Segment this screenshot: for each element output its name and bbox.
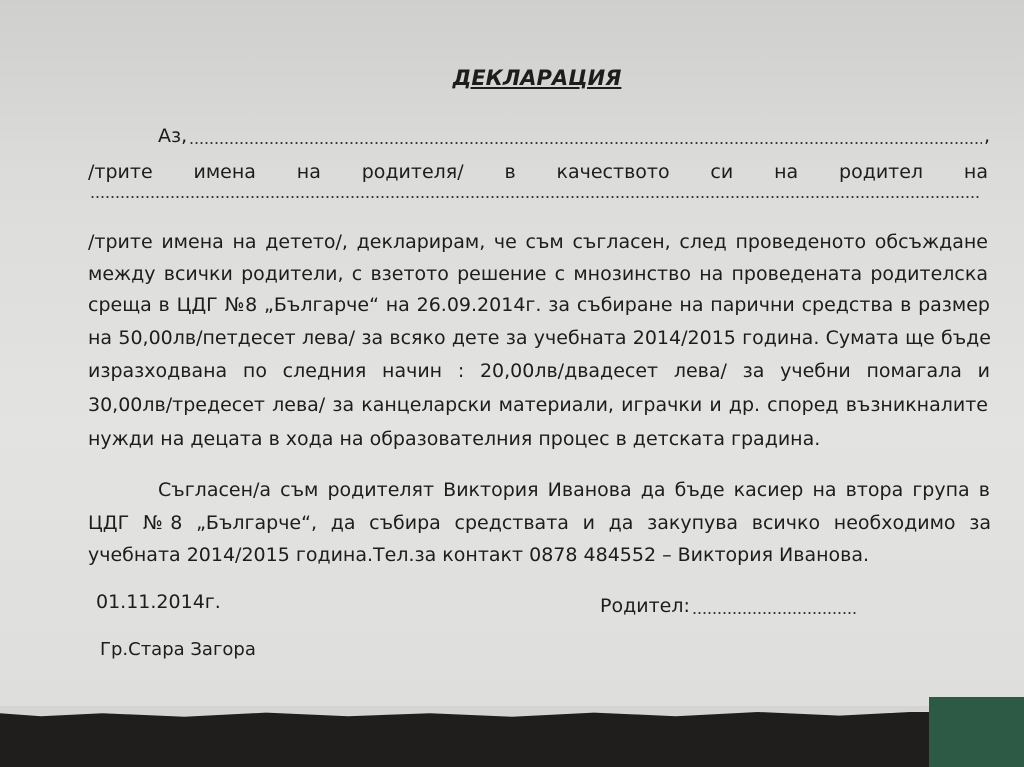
background-surface	[929, 697, 1024, 767]
signature-label: Родител:	[600, 595, 690, 617]
child-name-line	[88, 196, 983, 202]
az-label: Аз,	[158, 125, 188, 147]
text-line-9: 30,00лв/тредесет лева/ за канцеларски материали, играчки и др. според възникналите	[88, 394, 988, 416]
text-line-8: изразходвана по следния начин : 20,00лв/двадесет лева/ за учебни помагала и	[88, 360, 990, 382]
text-line-2: /трите имена на родителя/ в качеството си на родител на	[88, 161, 988, 183]
text-line-6: среща в ЦДГ №8 „Българче“ на 26.09.2014г. за събиране на парични средства в размер	[88, 294, 990, 316]
signature-blank	[692, 612, 856, 614]
text-line-5: между всички родители, с взетото решение с мнозинство на проведената родителска	[88, 263, 988, 285]
text-line-7: на 50,00лв/петдесет лева/ за всяко дете за учебната 2014/2015 година. Сумата ще бъде	[88, 327, 991, 349]
text-p2-line-2: ЦДГ №8 „Българче“, да събира средствата и да закупува всичко необходимо за	[88, 512, 991, 534]
child-name-blank	[90, 196, 981, 198]
text-p2-line-1: Съгласен/а съм родителят Виктория Иванова да бъде касиер на втора група в	[158, 479, 990, 501]
parent-name-blank	[189, 142, 982, 144]
document-title: ДЕКЛАРАЦИЯ	[452, 66, 622, 90]
text-line-4: /трите имена на детето/, декларирам, че съм съгласен, след проведеното обсъждане	[88, 231, 988, 253]
text-p2-line-3: учебната 2014/2015 година.Тел.за контакт 0878 484552 – Виктория Иванова.	[88, 544, 870, 566]
az-comma: ,	[983, 125, 990, 147]
signature-line	[600, 594, 858, 618]
parent-name-line	[158, 124, 990, 148]
declaration-date: 01.11.2014г.	[96, 591, 221, 613]
city-label: Гр.Стара Загора	[100, 639, 256, 660]
text-line-10: нужди на децата в хода на образователния процес в детската градина.	[88, 428, 821, 450]
